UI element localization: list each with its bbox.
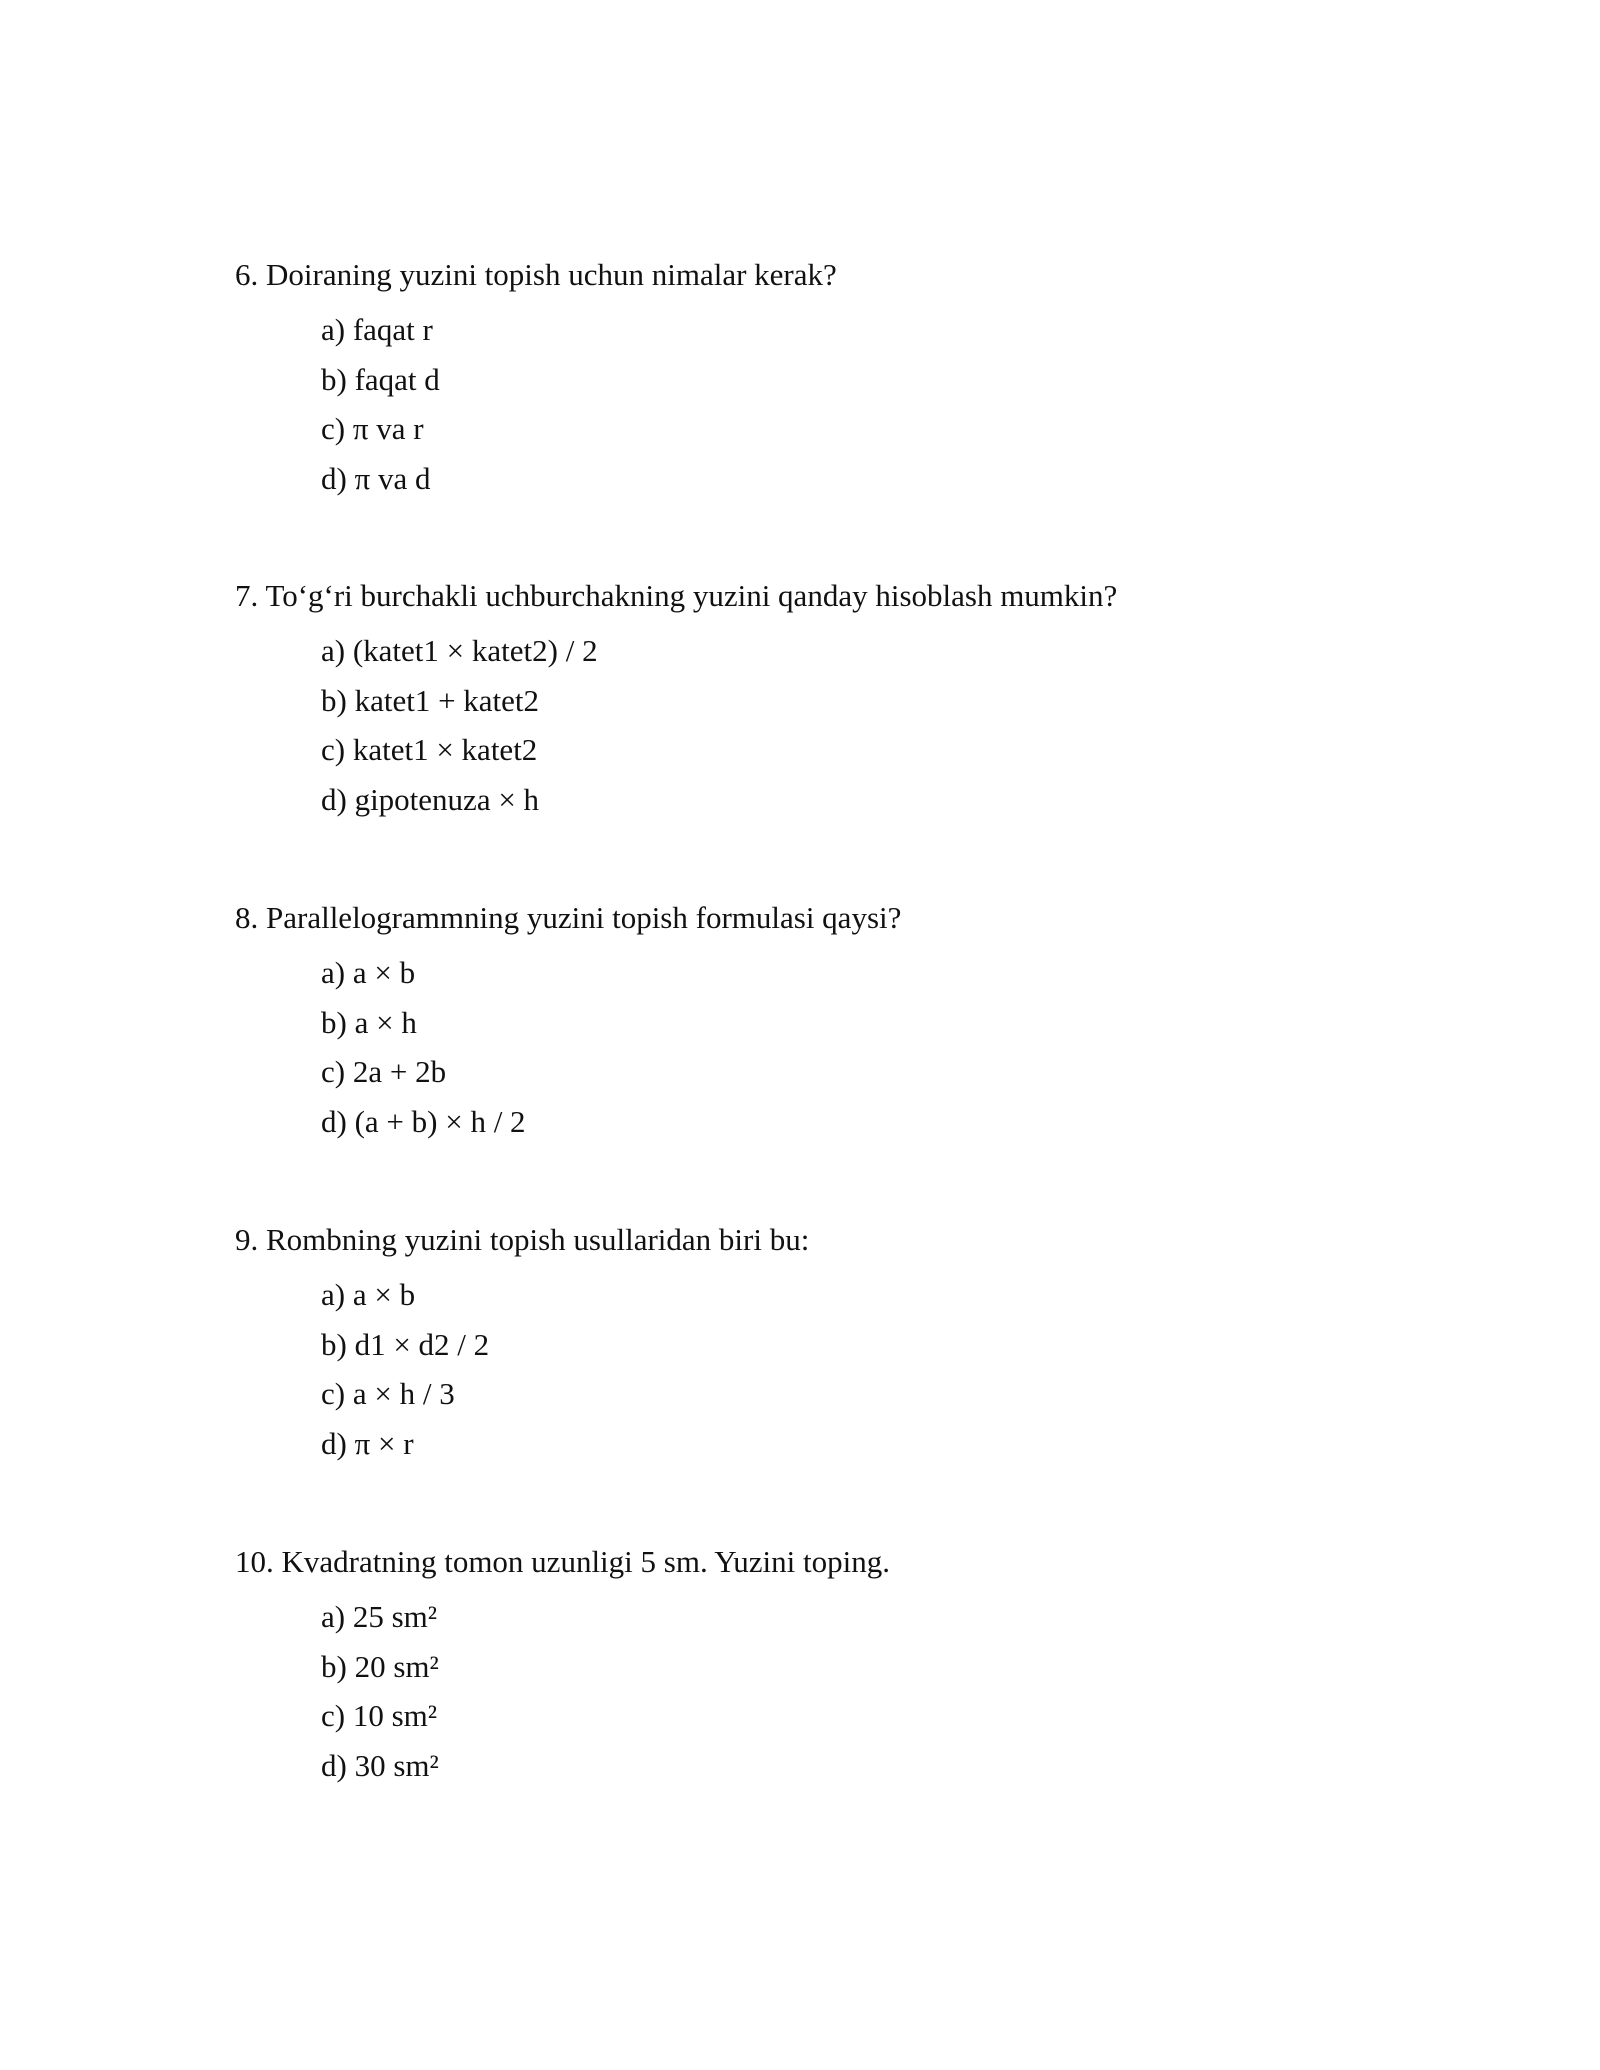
option-b: b) d1 × d2 / 2 [321, 1326, 490, 1362]
answer-options [321, 631, 1435, 820]
option-d: d) gipotenuza × h [321, 781, 540, 817]
option-a: a) faqat r [321, 312, 433, 347]
option-c: c) π va r [321, 411, 424, 446]
option-a: a) 25 sm² [321, 1599, 438, 1634]
option-a: a) a × b [321, 955, 416, 990]
question-8 [235, 898, 1435, 1151]
option-d: d) π va d [321, 460, 431, 496]
question-10 [235, 1542, 1435, 1795]
question-text: 6. Doiraning yuzini topish uchun nimalar kerak? [235, 257, 837, 292]
option-c: c) 10 sm² [321, 1698, 438, 1733]
answer-options [321, 310, 1435, 499]
question-9 [235, 1220, 1435, 1473]
option-c: c) 2a + 2b [321, 1054, 447, 1089]
question-text: 7. To‘g‘ri burchakli uchburchakning yuzini qanday hisoblash mumkin? [235, 578, 1118, 613]
question-6 [235, 255, 1435, 508]
option-c: c) a × h / 3 [321, 1376, 455, 1411]
answer-options [321, 953, 1435, 1142]
option-b: b) a × h [321, 1004, 417, 1040]
option-c: c) katet1 × katet2 [321, 732, 538, 767]
option-b: b) 20 sm² [321, 1648, 439, 1684]
answer-options [321, 1597, 1435, 1786]
question-text: 9. Rombning yuzini topish usullaridan biri bu: [235, 1222, 810, 1257]
answer-options [321, 1275, 1435, 1464]
option-b: b) katet1 + katet2 [321, 682, 540, 718]
option-d: d) π × r [321, 1425, 414, 1461]
question-7 [235, 576, 1435, 829]
question-text: 10. Kvadratning tomon uzunligi 5 sm. Yuzini toping. [235, 1544, 890, 1579]
option-b: b) faqat d [321, 361, 440, 397]
option-d: d) (a + b) × h / 2 [321, 1103, 526, 1139]
option-a: a) (katet1 × katet2) / 2 [321, 633, 598, 668]
question-text: 8. Parallelogrammning yuzini topish formulasi qaysi? [235, 900, 902, 935]
option-d: d) 30 sm² [321, 1747, 439, 1783]
option-a: a) a × b [321, 1277, 416, 1312]
